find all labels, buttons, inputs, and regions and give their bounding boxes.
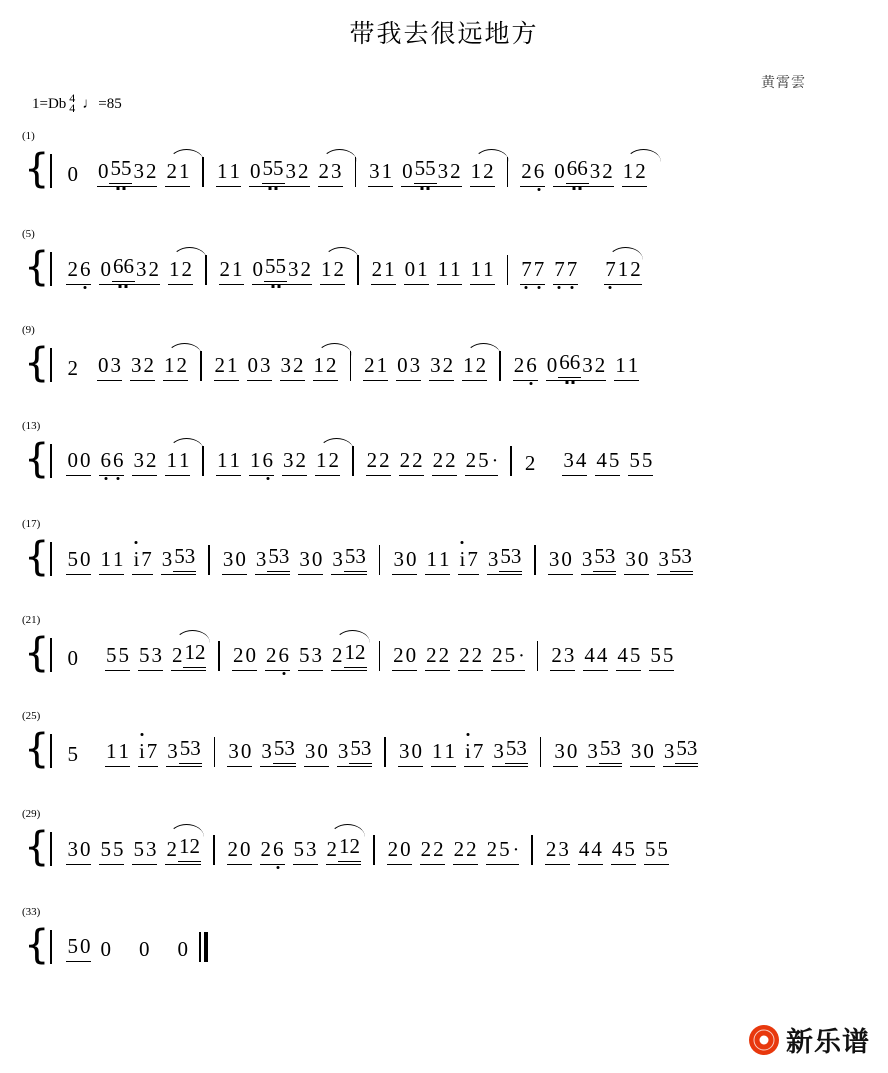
measure-number: (29) <box>22 808 41 820</box>
staff-line <box>24 148 651 194</box>
staff-line <box>24 536 697 582</box>
note-row: 5 0 1 1 i 7 3 53 3 0 3 53 3 0 3 53 3 0 1 1 i 7 3 53 3 0 3 53 3 0 3 53 <box>62 543 696 575</box>
measure-number: (25) <box>22 710 41 722</box>
measure-number: (21) <box>22 614 41 626</box>
start-barline <box>50 154 52 188</box>
measure-number: (5) <box>22 228 35 240</box>
page-title: 带我去很远地方 <box>349 19 539 48</box>
final-barline <box>199 932 208 962</box>
staff-line <box>24 632 678 678</box>
brace-icon: { <box>24 146 50 192</box>
composer-name: 黄霄雲 <box>761 75 806 91</box>
note-row: 0 0 6 6 3 2 1 1 1 1 1 6 3 2 1 2 2 2 2 2 2 2 2 5 · 2 3 4 4 5 5 5 <box>62 446 657 476</box>
start-barline <box>50 734 52 768</box>
note-row: 0 0 55 3 2 2 1 1 1 0 55 3 2 2 3 3 1 0 55 3 2 1 2 2 6 0 66 3 2 1 2 <box>62 155 650 187</box>
vinyl-record-icon <box>749 1025 779 1055</box>
measure-number: (1) <box>22 130 35 142</box>
logo-text: 新乐谱 <box>786 1027 870 1058</box>
time-signature-bottom: 4 <box>69 101 76 115</box>
note-row: 2 0 3 3 2 1 2 2 1 0 3 3 2 1 2 2 1 0 3 3 2 1 2 2 6 0 66 3 2 1 1 <box>62 349 643 381</box>
measure-number: (9) <box>22 324 35 336</box>
time-signature-top: 4 <box>69 91 76 106</box>
start-barline <box>50 444 52 478</box>
note-row: 3 0 5 5 5 3 2 12 2 0 2 6 5 3 2 12 2 0 2 2 2 2 2 5 · 2 3 4 4 4 5 5 5 <box>62 833 672 865</box>
start-barline <box>50 832 52 866</box>
staff-line <box>24 728 702 774</box>
brace-icon: { <box>24 630 50 676</box>
brace-icon: { <box>24 244 50 290</box>
start-barline <box>50 348 52 382</box>
brace-icon: { <box>24 726 50 772</box>
note-row: 5 0 0 0 0 <box>62 932 207 962</box>
staff-line <box>24 924 208 970</box>
start-barline <box>50 930 52 964</box>
note-row: 5 1 1 i 7 3 53 3 0 3 53 3 0 3 53 3 0 1 1 i 7 3 53 3 0 3 53 3 0 3 53 <box>67 736 698 766</box>
key-signature: 1=Db <box>32 95 67 112</box>
brace-icon: { <box>24 436 50 482</box>
staff-line <box>24 438 657 484</box>
measure-number: (13) <box>22 420 41 432</box>
measure-number: (33) <box>22 906 41 918</box>
site-logo <box>749 1020 870 1059</box>
tempo-value: =85 <box>98 95 122 112</box>
note-row: 2 6 0 66 3 2 1 2 2 1 0 55 3 2 1 2 2 1 0 1 1 1 1 1 7 7 7 7 7 1 2 <box>62 253 645 285</box>
start-barline <box>50 638 52 672</box>
measure-number: (17) <box>22 518 41 530</box>
brace-icon: { <box>24 824 50 870</box>
brace-icon: { <box>24 340 50 386</box>
quarter-note-icon: ♩ <box>82 95 98 112</box>
brace-icon: { <box>24 534 50 580</box>
time-signature <box>69 91 76 115</box>
start-barline <box>50 252 52 286</box>
staff-line <box>24 246 646 292</box>
brace-icon: { <box>24 922 50 968</box>
note-row: 0 5 5 5 3 2 12 2 0 2 6 5 3 2 12 2 0 2 2 2 2 2 5 · 2 3 4 4 4 5 5 5 <box>62 639 678 671</box>
staff-line <box>24 342 643 388</box>
staff-line <box>24 826 673 872</box>
start-barline <box>50 542 52 576</box>
key-tempo-marking <box>32 93 122 115</box>
